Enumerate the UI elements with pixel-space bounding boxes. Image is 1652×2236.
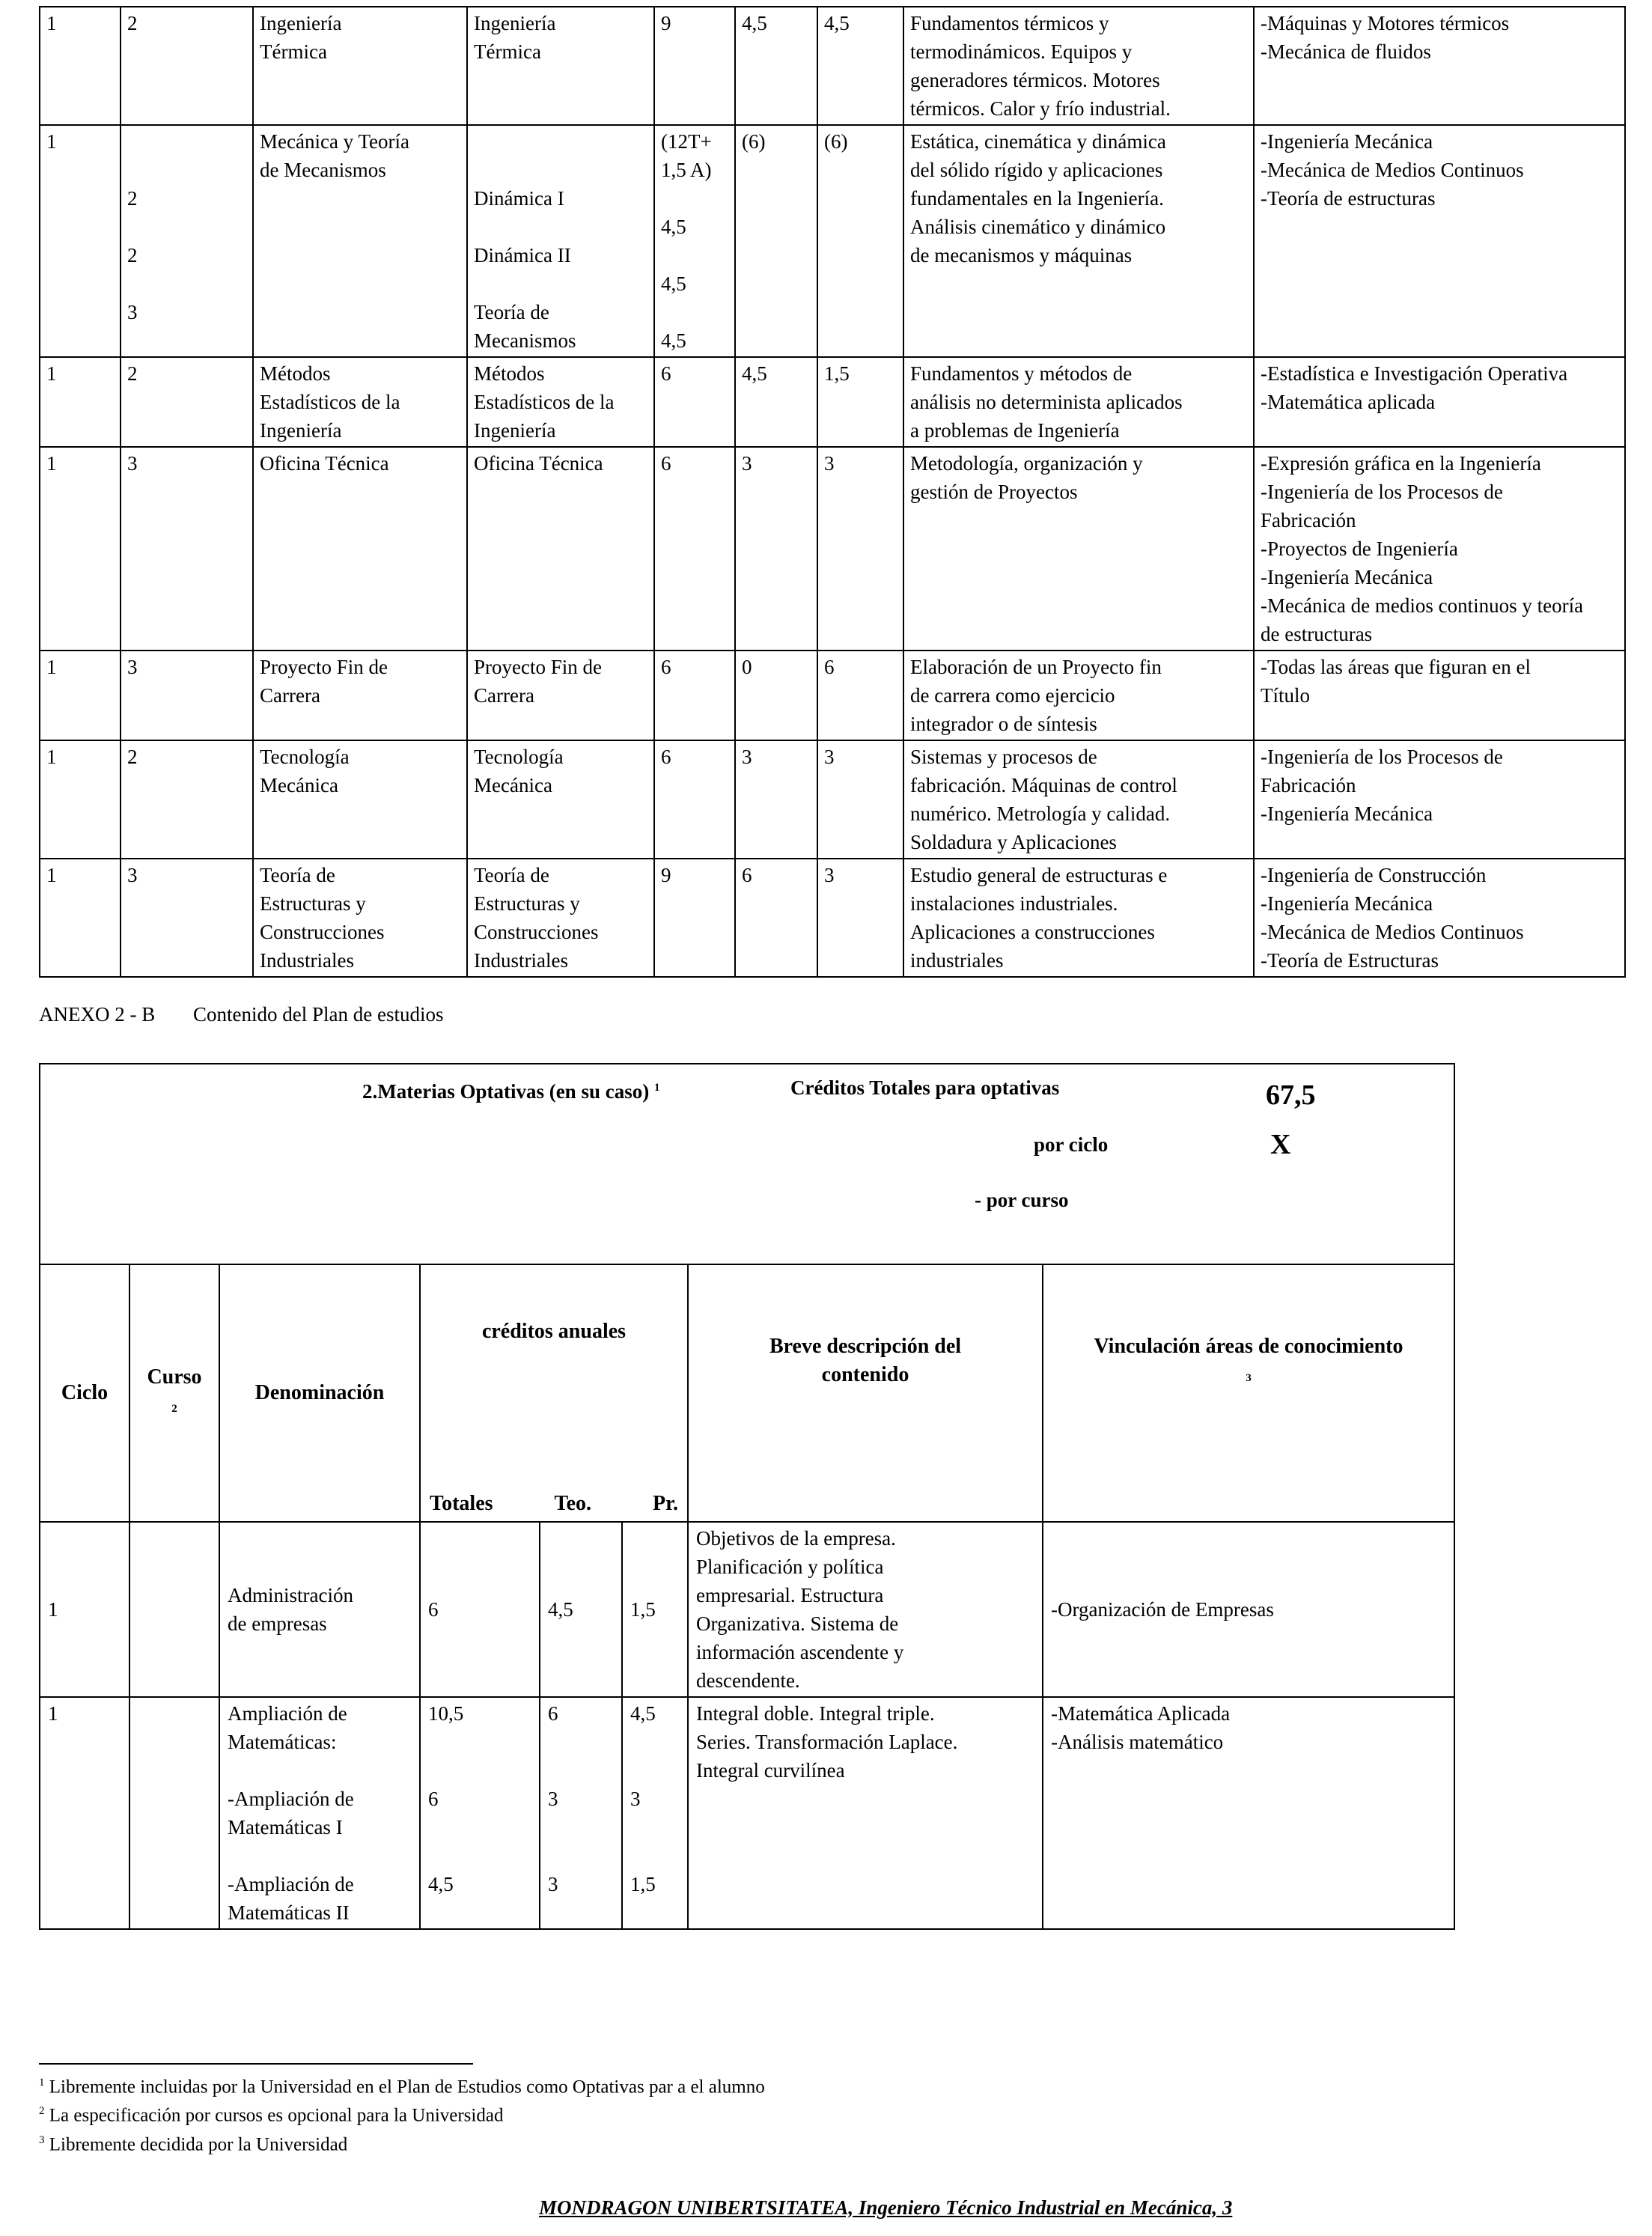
per-cycle-label: por ciclo (1034, 1133, 1109, 1156)
col-header-ciclo: Ciclo (40, 1264, 129, 1522)
cell-asignatura: Ingeniería Térmica (467, 7, 654, 125)
cell-curso: 2 (121, 740, 253, 859)
col-header-teo: Teo. (554, 1492, 592, 1515)
cell-descripcion: Fundamentos térmicos y termodinámicos. Equipos y generadores térmicos. Motores térmicos. Calor y frío industrial. (903, 7, 1254, 125)
table-row (40, 447, 1625, 651)
cell-materia: Tecnología Mecánica (253, 740, 467, 859)
per-cycle-mark: X (1270, 1129, 1291, 1160)
cell-materia: Proyecto Fin de Carrera (253, 651, 467, 740)
cell-asignatura: Métodos Estadísticos de la Ingeniería (467, 357, 654, 447)
optional-header-box (40, 1064, 1454, 1264)
cell-ciclo: 1 (40, 859, 121, 977)
cell-totales: 6 (420, 1522, 540, 1697)
col-header-creditos (420, 1264, 688, 1522)
compulsory-subjects-table (39, 6, 1626, 978)
footnote-text: Libremente decidida por la Universidad (49, 2133, 348, 2154)
footnote-number: 3 (39, 2133, 45, 2146)
cell-areas: -Ingeniería de Construcción -Ingeniería Mecánica -Mecánica de Medios Continuos -Teoría de Estructuras (1254, 859, 1625, 977)
table-row (40, 740, 1625, 859)
annex-title: Contenido del Plan de estudios (193, 1003, 444, 1026)
cell-practicos: 3 (817, 447, 903, 651)
cell-pr: 4,5 3 1,5 (622, 1697, 688, 1929)
table-row (40, 651, 1625, 740)
cell-totales: 6 (654, 651, 735, 740)
cell-practicos: 1,5 (817, 357, 903, 447)
page-footer: MONDRAGON UNIBERTSITATEA, Ingeniero Técnico Industrial en Mecánica, 3 (539, 2196, 1233, 2219)
cell-practicos: 6 (817, 651, 903, 740)
footnote-text: La especificación por cursos es opcional para la Universidad (49, 2105, 504, 2126)
cell-descripcion: Estática, cinemática y dinámica del sólido rígido y aplicaciones fundamentales en la Ingeniería. Análisis cinemático y dinámico de mecanismos y máquinas (903, 125, 1254, 357)
cell-descripcion: Metodología, organización y gestión de Proyectos (903, 447, 1254, 651)
footnote-number: 1 (39, 2077, 45, 2089)
footnotes (39, 2071, 765, 2157)
cell-materia: Oficina Técnica (253, 447, 467, 651)
cell-materia: Mecánica y Teoría de Mecanismos (253, 125, 467, 357)
optional-subjects-table (39, 1063, 1455, 1930)
cell-totales: 10,5 6 4,5 (420, 1697, 540, 1929)
cell-ciclo: 1 (40, 740, 121, 859)
footnote (39, 2071, 765, 2099)
footnote (39, 2099, 765, 2127)
cell-areas: -Matemática Aplicada -Análisis matemático (1043, 1697, 1454, 1929)
col-header-pr: Pr. (653, 1492, 678, 1515)
col-header-vinculacion: Vinculación áreas de conocimiento 3 (1043, 1264, 1454, 1522)
cell-curso: 3 (121, 859, 253, 977)
cell-descripcion: Estudio general de estructuras e instalaciones industriales. Aplicaciones a construcciones industriales (903, 859, 1254, 977)
cell-totales: 9 (654, 859, 735, 977)
cell-asignatura: Teoría de Estructuras y Construcciones Industriales (467, 859, 654, 977)
cell-curso: 3 (121, 447, 253, 651)
col-header-denominacion: Denominación (219, 1264, 420, 1522)
cell-asignatura: Proyecto Fin de Carrera (467, 651, 654, 740)
cell-descripcion: Sistemas y procesos de fabricación. Máquinas de control numérico. Metrología y calidad. Soldadura y Aplicaciones (903, 740, 1254, 859)
cell-ciclo: 1 (40, 125, 121, 357)
cell-teoricos: (6) (735, 125, 817, 357)
cell-ciclo: 1 (40, 7, 121, 125)
cell-totales: 6 (654, 357, 735, 447)
cell-areas: -Estadística e Investigación Operativa -Matemática aplicada (1254, 357, 1625, 447)
cell-curso: 2 (121, 7, 253, 125)
annex-label: ANEXO 2 - B (39, 1003, 156, 1026)
cell-curso: 2 2 3 (121, 125, 253, 357)
cell-teoricos: 4,5 (735, 7, 817, 125)
cell-areas: -Máquinas y Motores térmicos -Mecánica de fluidos (1254, 7, 1625, 125)
total-credits-label: Créditos Totales para optativas (790, 1076, 1060, 1099)
cell-areas: -Ingeniería de los Procesos de Fabricación -Ingeniería Mecánica (1254, 740, 1625, 859)
footnote-number: 2 (39, 2105, 45, 2118)
cell-curso (129, 1522, 219, 1697)
cell-pr: 1,5 (622, 1522, 688, 1697)
total-credits-value: 67,5 (1266, 1079, 1316, 1111)
cell-totales: 9 (654, 7, 735, 125)
cell-teo: 4,5 (540, 1522, 622, 1697)
cell-totales: (12T+ 1,5 A) 4,5 4,5 4,5 (654, 125, 735, 357)
cell-descripcion: Integral doble. Integral triple. Series. Transformación Laplace. Integral curvilínea (688, 1697, 1043, 1929)
cell-teoricos: 6 (735, 859, 817, 977)
cell-denominacion: Ampliación de Matemáticas: -Ampliación de Matemáticas I -Ampliación de Matemáticas II (219, 1697, 420, 1929)
footnote-text: Libremente incluidas por la Universidad en el Plan de Estudios como Optativas par a el alumno (49, 2077, 765, 2098)
table-row (40, 125, 1625, 357)
col-header-descripcion: Breve descripción del contenido (688, 1264, 1043, 1522)
cell-materia: Ingeniería Térmica (253, 7, 467, 125)
cell-materia: Métodos Estadísticos de la Ingeniería (253, 357, 467, 447)
cell-asignatura: Tecnología Mecánica (467, 740, 654, 859)
cell-denominacion: Administración de empresas (219, 1522, 420, 1697)
cell-curso: 2 (121, 357, 253, 447)
cell-practicos: 4,5 (817, 7, 903, 125)
cell-teoricos: 4,5 (735, 357, 817, 447)
cell-totales: 6 (654, 447, 735, 651)
cell-asignatura: Dinámica I Dinámica II Teoría de Mecanismos (467, 125, 654, 357)
footnote-rule (39, 2063, 473, 2065)
table-row (40, 7, 1625, 125)
table-row (40, 1522, 1454, 1697)
optional-heading: 2.Materias Optativas (en su caso) $^1$ (362, 1080, 660, 1103)
table-row (40, 859, 1625, 977)
per-course-label: - por curso (975, 1189, 1069, 1211)
cell-ciclo: 1 (40, 1697, 129, 1929)
credits-annual-label: créditos anuales (481, 1320, 627, 1343)
cell-ciclo: 1 (40, 1522, 129, 1697)
cell-teoricos: 3 (735, 740, 817, 859)
cell-teoricos: 0 (735, 651, 817, 740)
cell-materia: Teoría de Estructuras y Construcciones Industriales (253, 859, 467, 977)
cell-ciclo: 1 (40, 447, 121, 651)
cell-areas: -Organización de Empresas (1043, 1522, 1454, 1697)
cell-descripcion: Fundamentos y métodos de análisis no determinista aplicados a problemas de Ingeniería (903, 357, 1254, 447)
col-header-curso: Curso 2 (129, 1264, 219, 1522)
cell-teoricos: 3 (735, 447, 817, 651)
annex-heading (39, 1003, 443, 1026)
cell-areas: -Ingeniería Mecánica -Mecánica de Medios Continuos -Teoría de estructuras (1254, 125, 1625, 357)
cell-asignatura: Oficina Técnica (467, 447, 654, 651)
cell-practicos: (6) (817, 125, 903, 357)
cell-descripcion: Objetivos de la empresa. Planificación y política empresarial. Estructura Organizativa. Sistema de información ascendente y descendente. (688, 1522, 1043, 1697)
table-row (40, 1697, 1454, 1929)
cell-areas: -Todas las áreas que figuran en el Título (1254, 651, 1625, 740)
cell-descripcion: Elaboración de un Proyecto fin de carrera como ejercicio integrador o de síntesis (903, 651, 1254, 740)
cell-ciclo: 1 (40, 651, 121, 740)
cell-practicos: 3 (817, 859, 903, 977)
cell-practicos: 3 (817, 740, 903, 859)
cell-ciclo: 1 (40, 357, 121, 447)
cell-areas: -Expresión gráfica en la Ingeniería -Ingeniería de los Procesos de Fabricación -Proyectos de Ingeniería -Ingeniería Mecánica -Mecánica de medios continuos y teoría de estructuras (1254, 447, 1625, 651)
footnote (39, 2128, 765, 2157)
cell-curso: 3 (121, 651, 253, 740)
cell-teo: 6 3 3 (540, 1697, 622, 1929)
table-row (40, 357, 1625, 447)
cell-curso (129, 1697, 219, 1929)
col-header-totales: Totales (430, 1492, 493, 1515)
cell-totales: 6 (654, 740, 735, 859)
